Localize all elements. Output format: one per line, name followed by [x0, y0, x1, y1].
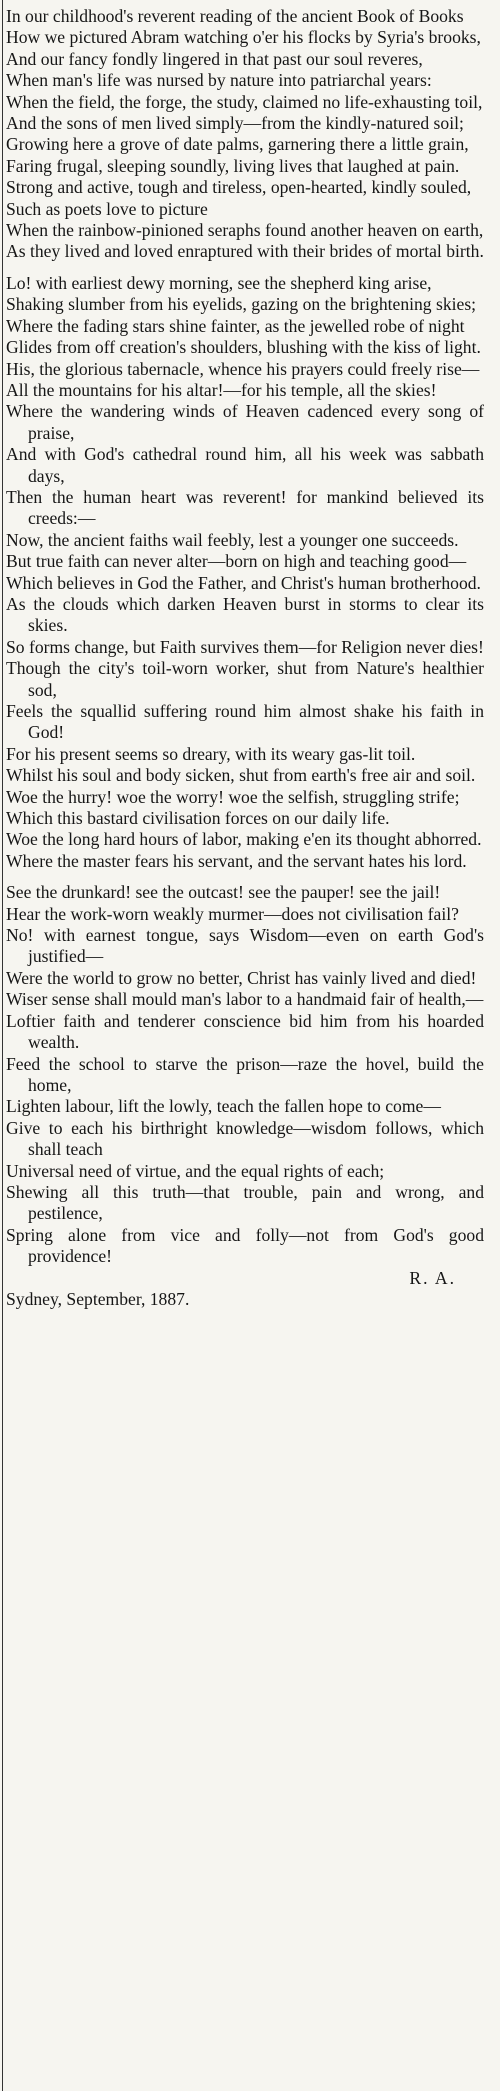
verse-line: Feed the school to starve the prison—raze the hovel, build the home,: [6, 1053, 484, 1095]
verse-line: Shewing all this truth—that trouble, pain and wrong, and pestilence,: [6, 1181, 484, 1224]
stanza-1: [6, 6, 484, 263]
verse-line: No! with earnest tongue, says Wisdom—even on earth God's justified—: [6, 925, 484, 967]
verse-line: Whilst his soul and body sicken, shut from earth's free air and soil.: [6, 765, 476, 786]
verse-line: All the mountains for his altar!—for his temple, all the skies!: [6, 379, 437, 400]
verse-line: When the field, the forge, the study, claimed no life-exhausting toil,: [6, 91, 483, 112]
verse-line: Loftier faith and tenderer conscience bid him from his hoarded wealth.: [6, 1010, 484, 1053]
verse-line: Universal need of virtue, and the equal rights of each;: [6, 1160, 385, 1181]
verse-line: Where the fading stars shine fainter, as the jewelled robe of night: [6, 315, 465, 336]
verse-line: Such as poets love to picture: [6, 198, 208, 219]
verse-line: So forms change, but Faith survives them—for Religion never dies!: [6, 636, 484, 657]
verse-line: Wiser sense shall mould man's labor to a handmaid fair of health,—: [6, 989, 484, 1010]
verse-line: Faring frugal, sleeping soundly, living lives that laughed at pain.: [6, 155, 460, 176]
verse-line: Glides from off creation's shoulders, blushing with the kiss of light.: [6, 337, 481, 358]
verse-line: Were the world to grow no better, Christ has vainly lived and died!: [6, 967, 477, 988]
poem-stanzas: [6, 6, 484, 1225]
closing-verse: Spring alone from vice and folly—not from God's good providence!: [6, 1224, 484, 1267]
verse-line: Where the wandering winds of Heaven cadenced every song of praise,: [6, 401, 484, 443]
stanza-3: [6, 882, 484, 1225]
verse-line: Though the city's toil-worn worker, shut from Nature's healthier sod,: [6, 658, 484, 700]
verse-line: When the rainbow-pinioned seraphs found another heaven on earth,: [6, 220, 484, 241]
verse-line: Where the master fears his servant, and the servant hates his lord.: [6, 850, 467, 871]
verse-line: As they lived and loved enraptured with their brides of mortal birth.: [6, 241, 484, 262]
poem: [6, 6, 484, 1310]
verse-line: Lo! with earliest dewy morning, see the shepherd king arise,: [6, 272, 432, 293]
verse-line: Growing here a grove of date palms, garnering there a little grain,: [6, 134, 469, 155]
verse-line: In our childhood's reverent reading of the ancient Book of Books: [6, 6, 464, 26]
verse-line: And the sons of men lived simply—from the kindly-natured soil;: [6, 113, 464, 134]
verse-line: Then the human heart was reverent! for mankind believed its creeds:—: [6, 486, 484, 529]
verse-line: Shaking slumber from his eyelids, gazing on the brightening skies;: [6, 294, 477, 315]
verse-line: How we pictured Abram watching o'er his flocks by Syria's brooks,: [6, 27, 481, 48]
verse-line: And our fancy fondly lingered in that past our soul reveres,: [6, 48, 423, 69]
verse-line: Hear the work-worn weakly murmer—does not civilisation fail?: [6, 903, 459, 924]
verse-line: Feels the squallid suffering round him almost shake his faith in God!: [6, 701, 484, 743]
poem-closing: [6, 1225, 484, 1311]
verse-line: As the clouds which darken Heaven burst in storms to clear its skies.: [6, 593, 484, 636]
verse-line: Strong and active, tough and tireless, open-hearted, kindly souled,: [6, 177, 472, 198]
verse-line: But true faith can never alter—born on high and teaching good—: [6, 551, 467, 572]
author-initials: R. A.: [409, 1267, 456, 1288]
verse-line: His, the glorious tabernacle, whence his prayers could freely rise—: [6, 358, 480, 379]
verse-line: Give to each his birthright knowledge—wisdom follows, which shall teach: [6, 1117, 484, 1160]
verse-line: See the drunkard! see the outcast! see the pauper! see the jail!: [6, 882, 441, 903]
verse-line: Which believes in God the Father, and Christ's human brotherhood.: [6, 572, 481, 593]
verse-line: And with God's cathedral round him, all his week was sabbath days,: [6, 444, 484, 486]
verse-line: Woe the long hard hours of labor, making e'en its thought abhorred.: [6, 829, 482, 850]
verse-line: Now, the ancient faiths wail feebly, lest a younger one succeeds.: [6, 529, 459, 550]
verse-line: Woe the hurry! woe the worry! woe the selfish, struggling strife;: [6, 786, 460, 807]
verse-line: For his present seems so dreary, with its weary gas-lit toil.: [6, 743, 416, 764]
verse-line: Which this bastard civilisation forces on our daily life.: [6, 808, 390, 829]
stanza-2: [6, 273, 484, 872]
dateline: Sydney, September, 1887.: [6, 1288, 190, 1309]
verse-line: When man's life was nursed by nature into patriarchal years:: [6, 70, 432, 91]
column-rule: [2, 0, 3, 2091]
verse-line: Lighten labour, lift the lowly, teach the fallen hope to come—: [6, 1096, 441, 1117]
signature-line: [6, 1268, 484, 1289]
